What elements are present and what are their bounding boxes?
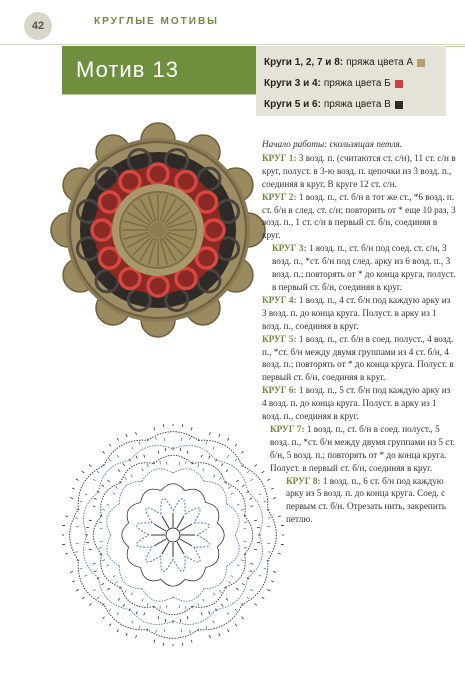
round-text: 1 возд. п., ст. б/н под соед. ст. с/н, 3 возд. п., *ст. б/н под след. арку из 6 возд. п., 3 возд. п.; повторять от * до конца круга, полуст. в первый ст. б/н, соединяя в круг. [272, 243, 456, 292]
yarn-row [264, 94, 446, 115]
yarn-label: пряжа цвета В [323, 99, 391, 110]
right-divider [446, 46, 465, 47]
yarn-label: пряжа цвета А [346, 57, 414, 68]
round-text: 1 возд. п., 6 ст. б/н под каждую арку из 5 возд. п. до конца круга. Соед. с первым ст. б/н. Отрезать нить, закрепить петлю. [286, 475, 446, 525]
banner-divider [62, 94, 256, 95]
yarn-swatch-icon [395, 80, 403, 88]
yarn-rounds: Круги 5 и 6: [264, 99, 321, 110]
yarn-rounds: Круги 3 и 4: [264, 78, 321, 89]
round-label: КРУГ 8: [286, 475, 321, 486]
crochet-diagram [62, 424, 284, 646]
round-label: КРУГ 2: [262, 191, 297, 202]
round-5 [262, 333, 457, 385]
page-number: 42 [24, 12, 52, 40]
round-4 [262, 294, 457, 333]
round-6 [262, 384, 457, 423]
round-8 [262, 475, 457, 527]
round-text: 3 возд. п. (считаются ст. с/н), 11 ст. с/н в круг, полуст. в 3-ю возд. п. цепочки из 3 возд. п., соединяя в круг. В круге 12 ст. с/н. [262, 152, 456, 189]
round-1 [262, 152, 457, 191]
round-label: КРУГ 3: [272, 243, 307, 254]
round-7 [262, 423, 457, 475]
round-label: КРУГ 5: [262, 333, 297, 344]
yarn-legend [256, 46, 446, 116]
round-text: 1 возд. п., 5 ст. б/н под каждую арку из 4 возд. п. до конца круга. Полуст. в арку из 1 возд. п., соединяя в круг. [262, 385, 451, 422]
yarn-rounds: Круги 1, 2, 7 и 8: [264, 57, 344, 68]
round-label: КРУГ 4: [262, 294, 297, 305]
round-text: 1 возд. п., ст. б/н в тот же ст., *6 возд. п. ст. б/н в след. ст. с/н; повторить от * еще 10 раз, 3 возд. п., 1 ст. с/н в первый ст. б/н, соединяя в круг. [262, 191, 456, 241]
yarn-swatch-icon [417, 59, 425, 67]
yarn-row [264, 52, 446, 73]
motif-photo [50, 122, 266, 338]
round-text: 1 возд. п., ст. б/н в соед. полуст., 5 возд. п., *ст. б/н между двумя группами из 5 ст. б/н, 5 возд. п.; повторять от * до конца круга. Полуст. в первый ст. б/н, соединяя в круг. [270, 423, 455, 473]
round-label: КРУГ 1: [262, 152, 297, 163]
motif-title: Мотив 13 [76, 57, 179, 82]
start-note: Начало работы: скользящая петля. [262, 139, 403, 149]
round-3 [262, 242, 457, 294]
page-header [0, 0, 465, 40]
diagram-symbols [62, 424, 284, 646]
round-label: КРУГ 6: [262, 385, 297, 396]
yarn-row [264, 73, 446, 94]
round-label: КРУГ 7: [270, 423, 305, 434]
instructions [262, 138, 457, 526]
header-divider [0, 44, 465, 45]
round-text: 1 возд. п., 4 ст. б/н под каждую арку из 3 возд. п. до конца круга. Полуст. в арку из 1 возд. п., соединяя в круг. [262, 294, 451, 331]
round-2 [262, 191, 457, 243]
round-text: 1 возд. п., ст. б/н в соед. полуст., 4 возд. п., *ст. б/н между двумя группами из 4 ст. б/н, 4 возд. п.; повторять от * до конца круга. Полуст. в первый ст. б/н, соединяя в круг. [262, 333, 454, 383]
title-banner [62, 46, 256, 94]
yarn-label: пряжа цвета Б [323, 78, 391, 89]
section-title: КРУГЛЫЕ МОТИВЫ [94, 16, 219, 27]
yarn-swatch-icon [395, 101, 403, 109]
